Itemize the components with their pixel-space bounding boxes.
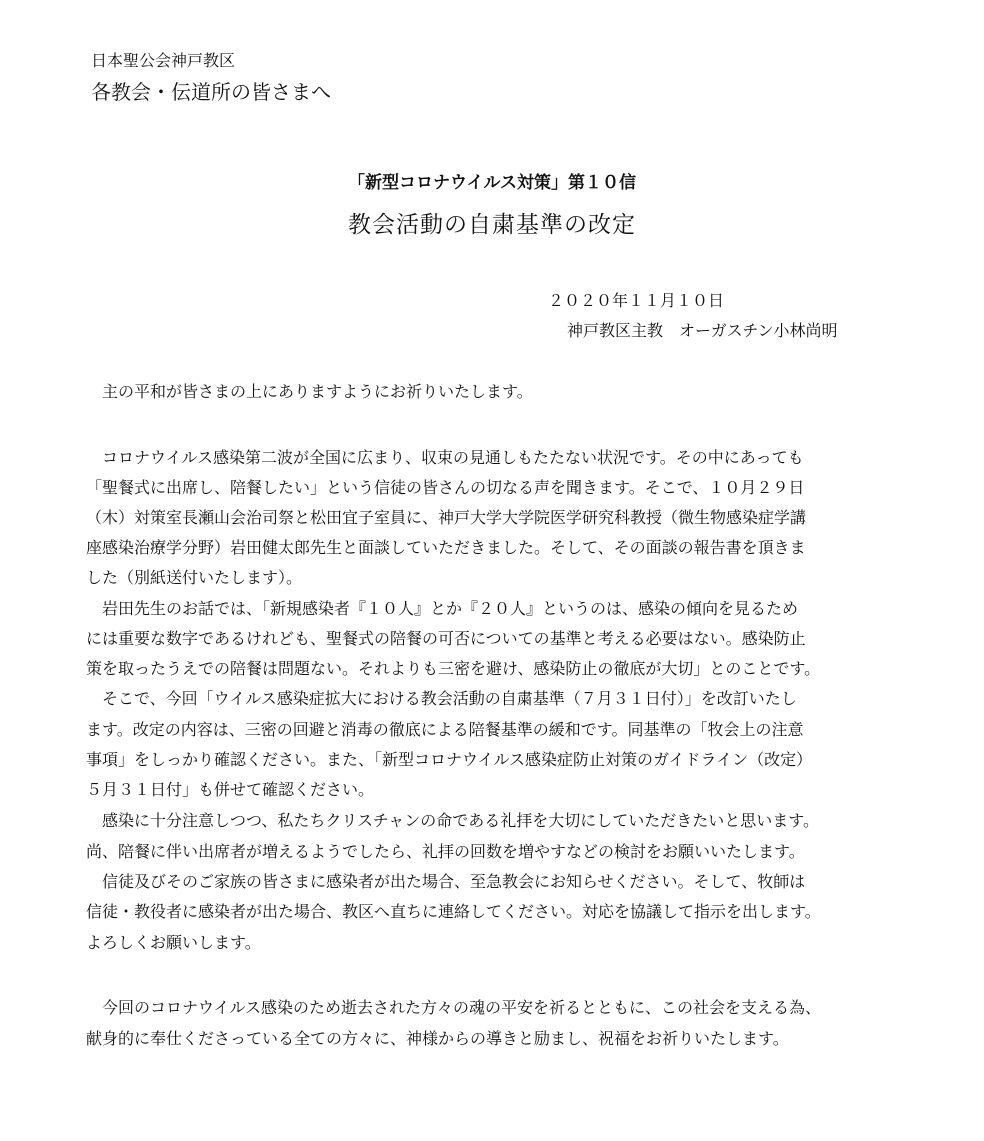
greeting-line: 主の平和が皆さまの上にありますようにお祈りいたします。 xyxy=(86,382,533,401)
sender-organization: 日本聖公会神戸教区 xyxy=(91,51,236,70)
author-signature: 神戸教区主教 オーガスチン小林尚明 xyxy=(567,321,838,340)
body-line: 策を取ったうえでの陪餐は問題ない。それよりも三密を避け、感染防止の徹底が大切」とのことです。 xyxy=(86,659,821,678)
body-line: 信徒及びそのご家族の皆さまに感染者が出た場合、至急教会にお知らせください。そして、牧師は xyxy=(86,872,806,891)
body-line: 「聖餐式に出席し、陪餐したい」という信徒の皆さんの切なる声を聞きます。そこで、１０月２９日 xyxy=(86,478,805,497)
closing-line: 献身的に奉仕くださっている全ての方々に、神様からの導きと励まし、祝福をお祈りいたします。 xyxy=(86,1029,789,1048)
body-line: した（別紙送付いたします）。 xyxy=(86,568,303,587)
body-line: には重要な数字であるけれども、聖餐式の陪餐の可否についての基準と考える必要はない。感染防止 xyxy=(86,629,806,648)
body-line: 尚、陪餐に伴い出席者が増えるようでしたら、礼拝の回数を増やすなどの検討をお願いいたします。 xyxy=(86,842,805,861)
notice-subtitle: 教会活動の自粛基準の改定 xyxy=(348,212,636,238)
issue-date: ２０２０年１１月１０日 xyxy=(548,291,725,310)
body-line: 事項」をしっかり確認ください。また、「新型コロナウイルス感染症防止対策のガイドライン（改定） xyxy=(86,750,813,769)
body-line: ます。改定の内容は、三密の回避と消毒の徹底による陪餐基準の緩和です。同基準の「牧会上の注意 xyxy=(86,720,804,739)
body-line: よろしくお願いします。 xyxy=(86,933,261,952)
notice-title: 「新型コロナウイルス対策」第１０信 xyxy=(348,173,636,193)
closing-line: 今回のコロナウイルス感染のため逝去された方々の魂の平安を祈るとともに、この社会を支える為、 xyxy=(86,998,822,1017)
body-line: 岩田先生のお話では、「新規感染者『１０人』とか『２０人』というのは、感染の傾向を見るため xyxy=(86,599,799,618)
body-line: そこで、今回「ウイルス感染症拡大における教会活動の自粛基準（７月３１日付）」を改訂いたし xyxy=(86,689,797,708)
addressee: 各教会・伝道所の皆さまへ xyxy=(91,80,331,104)
body-line: ５月３１日付」も併せて確認ください。 xyxy=(86,780,375,799)
body-line: 座感染治療学分野）岩田健太郎先生と面談していただきました。そして、その面談の報告書を頂きま xyxy=(86,538,806,557)
body-line: （木）対策室長瀬山会治司祭と松田宜子室員に、神戸大学大学院医学研究科教授（微生物感染症学講 xyxy=(86,508,807,527)
body-line: 信徒・教役者に感染者が出た場合、教区へ直ちに連絡してください。対応を協議して指示を出します。 xyxy=(86,902,821,921)
body-line: 感染に十分注意しつつ、私たちクリスチャンの命である礼拝を大切にしていただきたいと思います。 xyxy=(86,811,819,830)
body-line: コロナウイルス感染第二波が全国に広まり、収束の見通しもたたない状況です。その中にあっても xyxy=(86,448,804,467)
